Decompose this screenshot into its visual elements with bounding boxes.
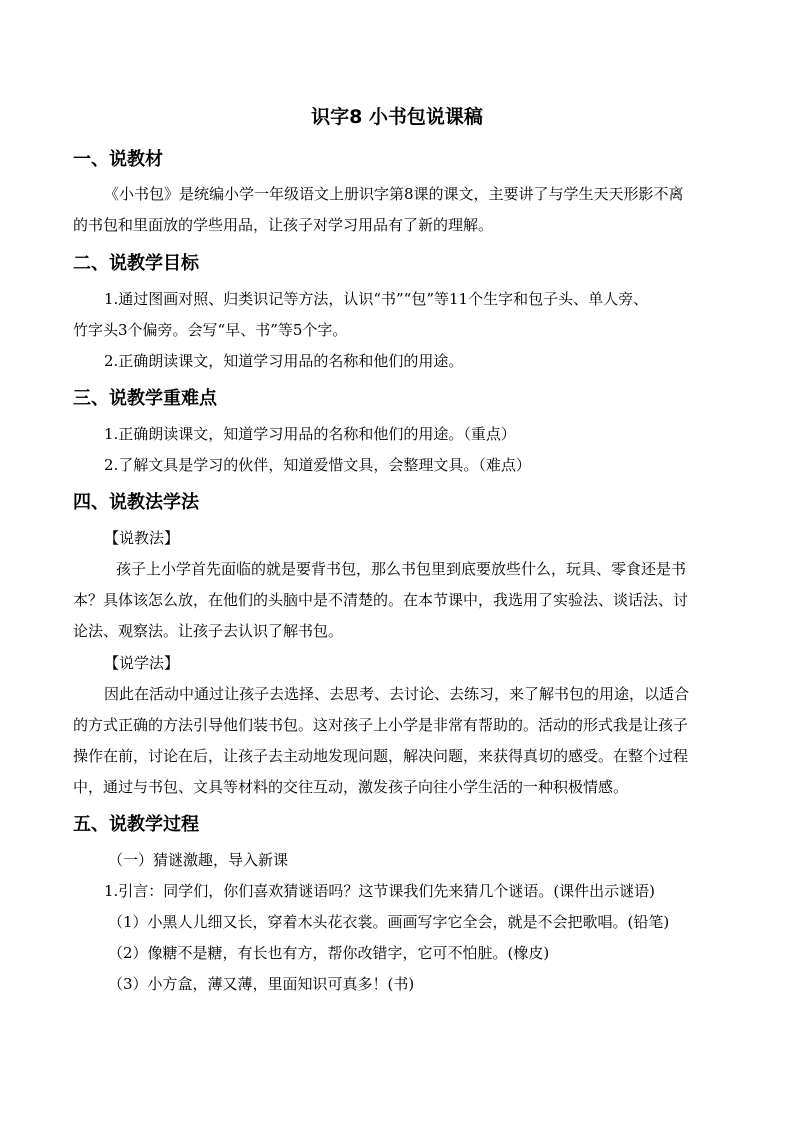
- riddle-item: （1）小黑人儿细又长，穿着木头花衣裳。画画写字它全会，就是不会把歌唱。(铅笔): [108, 913, 670, 931]
- paragraph-line: 中，通过与书包、文具等材料的交往互动，激发孩子向往小学生活的一种积极情感。: [73, 778, 629, 796]
- paragraph-line: 孩子上小学首先面临的就是要背书包，那么书包里到底要放些什么，玩具、零食还是书: [116, 560, 687, 578]
- list-item: 1.引言：同学们，你们喜欢猜谜语吗？这节课我们先来猜几个谜语。(课件出示谜语): [104, 882, 656, 900]
- section-heading-process: 五、说教学过程: [73, 814, 199, 835]
- subsection-heading: （一）猜谜激趣，导入新课: [108, 851, 289, 869]
- paragraph-line: 《小书包》是统编小学一年级语文上册识字第8课的课文，主要讲了与学生天天形影不离: [104, 185, 684, 203]
- paragraph-line: 因此在活动中通过让孩子去选择、去思考、去讨论、去练习，来了解书包的用途，以适合: [104, 685, 690, 703]
- paragraph-line: 操作在前，讨论在后，让孩子去主动地发现问题，解决问题，来获得真切的感受。在整个过程: [73, 747, 689, 765]
- paragraph-line: 的方式正确的方法引导他们装书包。这对孩子上小学是非常有帮助的。活动的形式我是让孩子: [73, 716, 689, 734]
- subsection-label-learning-method: 【说学法】: [104, 654, 180, 672]
- list-item-line: 竹字头3个偏旁。会写“早、书”等5个字。: [73, 321, 348, 339]
- riddle-item: （2）像糖不是糖，有长也有方，帮你改错字，它可不怕脏。(橡皮): [108, 944, 550, 962]
- section-heading-methods: 四、说教法学法: [73, 492, 199, 513]
- section-heading-key-points: 三、说教学重难点: [73, 388, 217, 409]
- section-heading-goals: 二、说教学目标: [73, 253, 199, 274]
- riddle-item: （3）小方盒，薄又薄，里面知识可真多！(书): [108, 975, 415, 993]
- list-item-line: 1.通过图画对照、归类识记等方法，认识“书”“包”等11个生字和包子头、单人旁、: [104, 290, 649, 308]
- list-item: 2.了解文具是学习的伙伴，知道爱惜文具，会整理文具。（难点）: [104, 456, 531, 474]
- list-item: 2.正确朗读课文，知道学习用品的名称和他们的用途。: [104, 352, 464, 370]
- paragraph-line: 论法、观察法。让孩子去认识了解书包。: [73, 622, 344, 640]
- list-item: 1.正确朗读课文，知道学习用品的名称和他们的用途。（重点）: [104, 425, 516, 443]
- subsection-label-teaching-method: 【说教法】: [104, 529, 180, 547]
- paragraph-line: 的书包和里面放的学些用品，让孩子对学习用品有了新的理解。: [73, 216, 494, 234]
- paragraph-line: 本？具体该怎么放，在他们的头脑中是不清楚的。在本节课中，我选用了实验法、谈话法、讨: [73, 591, 689, 609]
- section-heading-textbook: 一、说教材: [73, 149, 163, 170]
- document-title: 识字8 小书包说课稿: [311, 106, 483, 128]
